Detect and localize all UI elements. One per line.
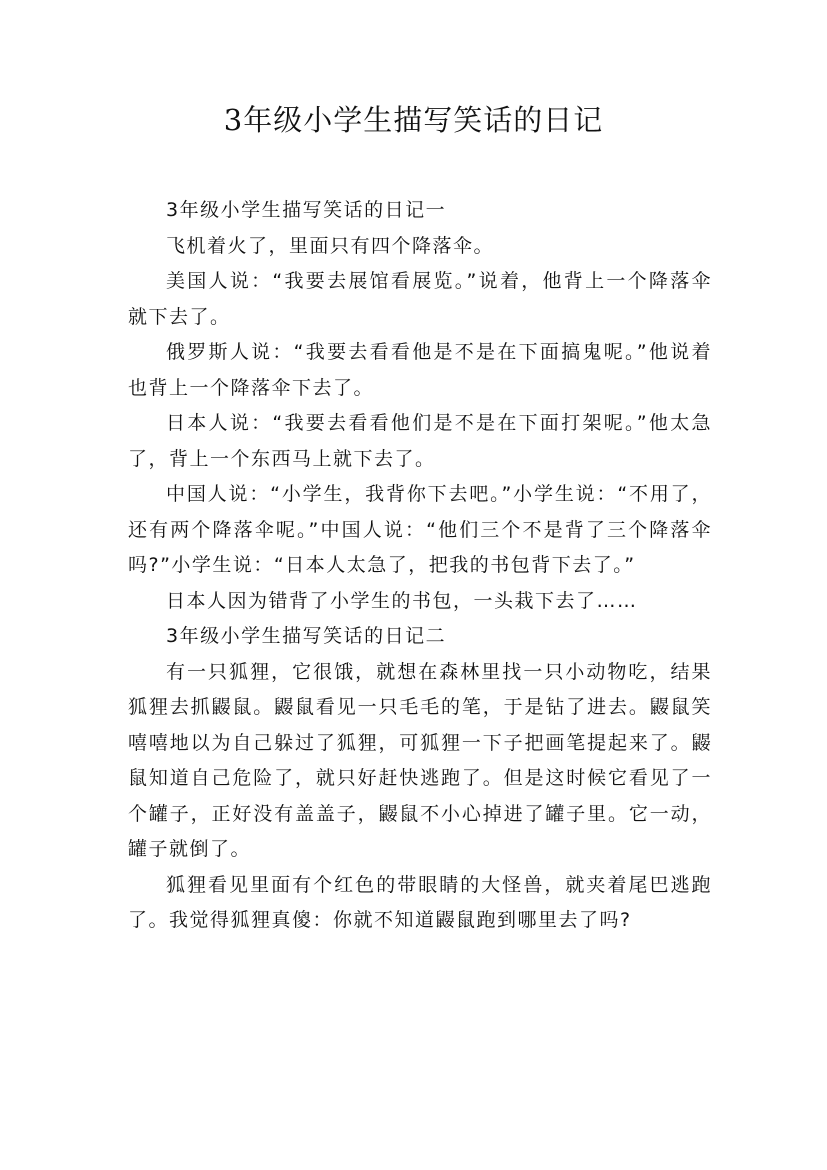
paragraph: 飞机着火了，里面只有四个降落伞。 [166, 234, 495, 257]
paragraph: 中国人说：“小学生，我背你下去吧。”小学生说：“不用了，还有两个降落伞呢。”中国人说：“他们三个不是背了三个降落伞吗?”小学生说：“日本人太急了，把我的书包背下去了。” [128, 483, 712, 576]
document-body [128, 193, 712, 939]
paragraph: 狐狸看见里面有个红色的带眼睛的大怪兽，就夹着尾巴逃跑了。我觉得狐狸真傻：你就不知道鼹鼠跑到哪里去了吗? [128, 873, 712, 931]
paragraph: 日本人因为错背了小学生的书包，一头栽下去了…… [166, 589, 638, 612]
section-heading-2: 3年级小学生描写笑话的日记二 [166, 625, 447, 647]
section-heading-1: 3年级小学生描写笑话的日记一 [166, 199, 447, 221]
paragraph: 有一只狐狸，它很饿，就想在森林里找一只小动物吃，结果狐狸去抓鼹鼠。鼹鼠看见一只毛毛的笔，于是钻了进去。鼹鼠笑嘻嘻地以为自己躲过了狐狸，可狐狸一下子把画笔提起来了。鼹鼠知道自己危险了，就只好赶快逃跑了。但是这时候它看见了一个罐子，正好没有盖盖子，鼹鼠不小心掉进了罐子里。它一动，罐子就倒了。 [128, 660, 712, 860]
paragraph: 美国人说：“我要去展馆看展览。”说着，他背上一个降落伞就下去了。 [128, 270, 712, 328]
document-title: 3年级小学生描写笑话的日记 [223, 103, 604, 137]
paragraph: 俄罗斯人说：“我要去看看他是不是在下面搞鬼呢。”他说着也背上一个降落伞下去了。 [128, 341, 712, 399]
paragraph: 日本人说：“我要去看看他们是不是在下面打架呢。”他太急了，背上一个东西马上就下去了。 [128, 412, 712, 470]
